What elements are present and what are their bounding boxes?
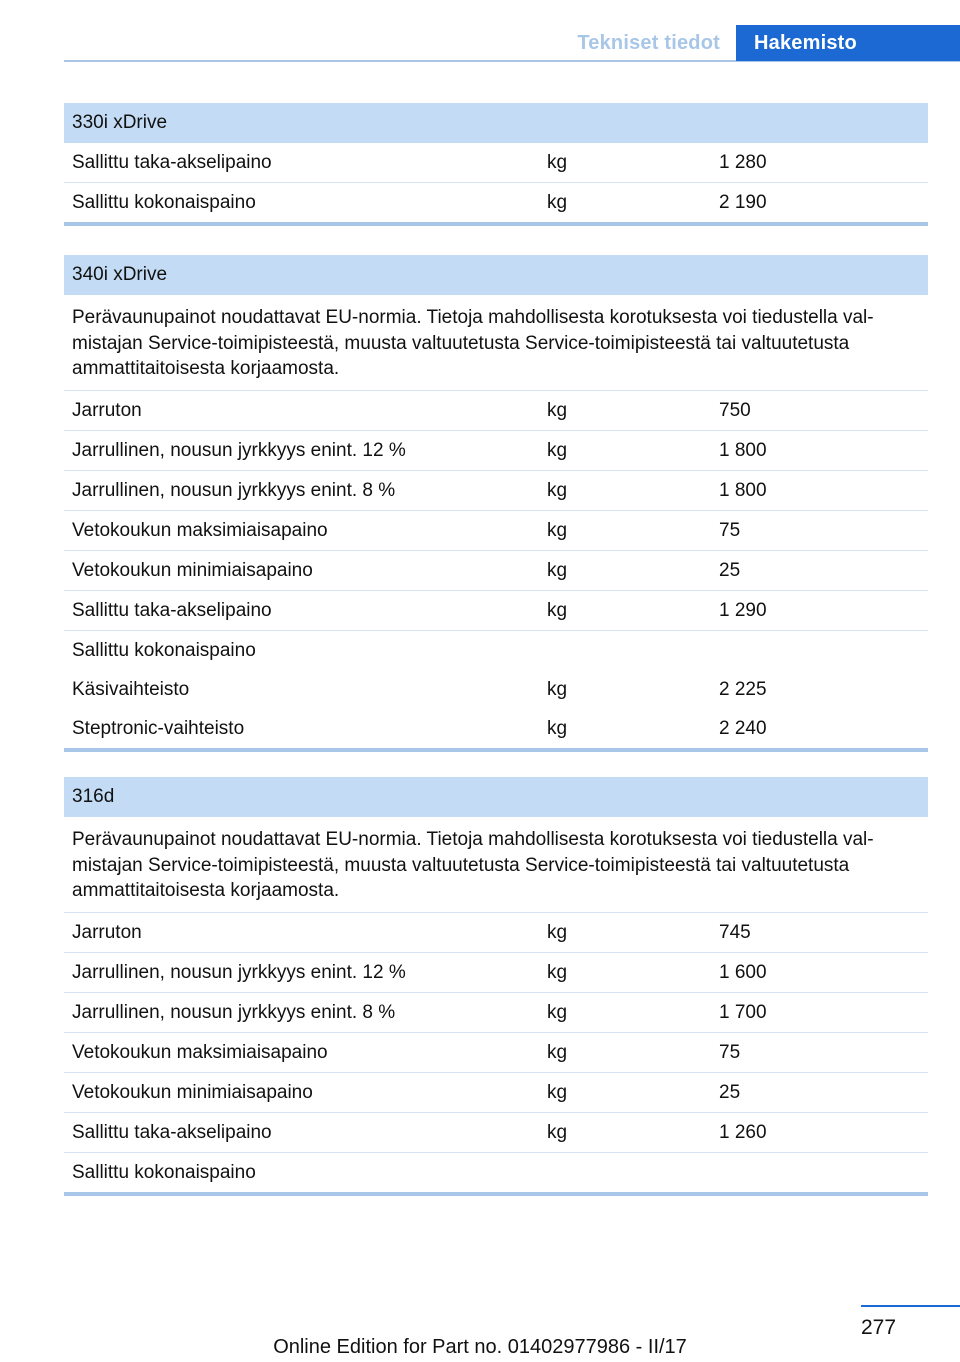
row-value: 2 240: [719, 717, 767, 739]
section-title: 340i xDrive: [64, 255, 928, 295]
section-note: [64, 817, 928, 913]
row-value: 1 800: [719, 439, 767, 461]
row-label: Jarrullinen, nousun jyrkkyys enint. 8 %: [72, 1001, 396, 1023]
table-row: [64, 143, 928, 183]
row-label: Vetokoukun minimiaisapaino: [72, 559, 313, 581]
row-unit: kg: [547, 961, 568, 983]
row-label: Jarruton: [72, 921, 142, 943]
page-number-rule: [861, 1305, 960, 1307]
section-330i-xdrive: [64, 103, 928, 226]
table-subheading-row: [64, 631, 928, 670]
footer-edition-text: Online Edition for Part no. 01402977986 - II/17: [273, 1336, 687, 1358]
section-note: [64, 295, 928, 391]
table-row: [64, 431, 928, 471]
table-row: [64, 670, 928, 709]
table-row: [64, 471, 928, 511]
row-unit: kg: [547, 678, 568, 700]
row-label: Vetokoukun minimiaisapaino: [72, 1081, 313, 1103]
header-tabs: [561, 25, 960, 61]
row-label: Käsivaihteisto: [72, 678, 190, 700]
row-label: Jarruton: [72, 399, 142, 421]
table-row: [64, 391, 928, 431]
row-value: 25: [719, 1081, 741, 1103]
note-line: mistajan Service-toimipisteestä, muusta valtuutetusta Service-toimipisteestä tai valtuutetusta: [72, 332, 850, 354]
row-value: 1 260: [719, 1121, 767, 1143]
note-line: Perävaunupainot noudattavat EU-normia. Tietoja mahdollisesta korotuksesta voi tiedustella val‐: [72, 829, 874, 850]
row-label: Sallittu kokonaispaino: [72, 192, 256, 213]
note-line: ammattitaitoisesta korjaamosta.: [72, 358, 340, 379]
row-label: Sallittu taka-akselipaino: [72, 152, 272, 173]
table-row: [64, 953, 928, 993]
row-label: Vetokoukun maksimiaisapaino: [72, 519, 328, 541]
page-number: 277: [861, 1316, 897, 1339]
row-value: 1 290: [719, 599, 767, 621]
row-unit: kg: [547, 479, 568, 501]
section-title: 316d: [64, 777, 928, 817]
row-unit: kg: [547, 399, 568, 421]
row-value: 75: [719, 1041, 741, 1063]
table-row: [64, 709, 928, 748]
section-end-rule: [64, 748, 928, 752]
note-line: mistajan Service-toimipisteestä, muusta valtuutetusta Service-toimipisteestä tai valtuutetusta: [72, 854, 850, 876]
row-unit: kg: [547, 1041, 568, 1063]
tab-tekniset-tiedot[interactable]: Tekniset tiedot: [577, 32, 720, 54]
row-unit: kg: [547, 152, 568, 173]
tab-hakemisto[interactable]: Hakemisto: [736, 25, 960, 61]
table-row: [64, 511, 928, 551]
table-row: [64, 913, 928, 953]
row-value: 1 600: [719, 961, 767, 983]
row-unit: kg: [547, 921, 568, 943]
row-label: Vetokoukun maksimiaisapaino: [72, 1041, 328, 1063]
row-unit: kg: [547, 1001, 568, 1023]
note-line: ammattitaitoisesta korjaamosta.: [72, 880, 340, 901]
table-row: [64, 1033, 928, 1073]
table-row: [64, 183, 928, 222]
row-unit: kg: [547, 519, 568, 541]
table-row: [64, 1073, 928, 1113]
table-row: [64, 551, 928, 591]
row-unit: kg: [547, 192, 568, 213]
row-label: Steptronic-vaihteisto: [72, 717, 245, 739]
row-label: Jarrullinen, nousun jyrkkyys enint. 8 %: [72, 479, 396, 501]
row-value: 75: [719, 519, 741, 541]
row-label: Sallittu taka-akselipaino: [72, 1121, 272, 1143]
row-label: Jarrullinen, nousun jyrkkyys enint. 12 %: [72, 961, 406, 983]
row-label: Sallittu taka-akselipaino: [72, 599, 272, 621]
section-340i-xdrive: [64, 255, 928, 752]
subheading-label: Sallittu kokonaispaino: [72, 639, 256, 661]
row-value: 745: [719, 921, 751, 943]
section-end-rule: [64, 222, 928, 226]
row-value: 750: [719, 399, 751, 421]
row-unit: kg: [547, 717, 568, 739]
section-316d: [64, 777, 928, 1196]
row-value: 1 700: [719, 1001, 767, 1023]
row-value: 2 225: [719, 678, 767, 700]
row-value: 1 800: [719, 479, 767, 501]
section-title: 330i xDrive: [64, 103, 928, 143]
row-unit: kg: [547, 599, 568, 621]
row-value: 1 280: [719, 152, 767, 173]
table-subheading-row: [64, 1153, 928, 1192]
section-end-rule: [64, 1192, 928, 1196]
note-line: Perävaunupainot noudattavat EU-normia. Tietoja mahdollisesta korotuksesta voi tiedustella val‐: [72, 307, 874, 328]
row-unit: kg: [547, 559, 568, 581]
row-label: Jarrullinen, nousun jyrkkyys enint. 12 %: [72, 439, 406, 461]
table-row: [64, 1113, 928, 1153]
table-row: [64, 993, 928, 1033]
row-unit: kg: [547, 1081, 568, 1103]
subheading-label: Sallittu kokonaispaino: [72, 1161, 256, 1183]
row-unit: kg: [547, 1121, 568, 1143]
row-value: 2 190: [719, 192, 767, 213]
row-unit: kg: [547, 439, 568, 461]
table-row: [64, 591, 928, 631]
row-value: 25: [719, 559, 741, 581]
